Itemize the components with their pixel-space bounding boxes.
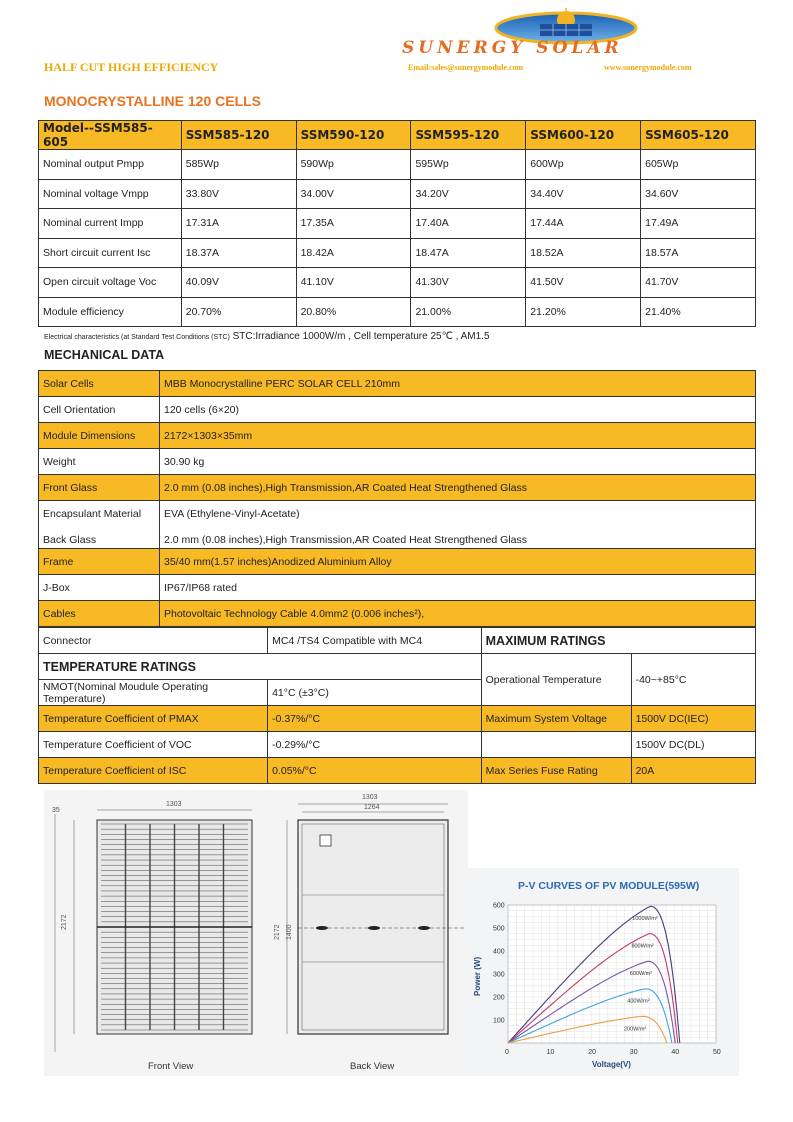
table-row [39,397,756,423]
table-row [39,601,756,627]
dim-thickness-label: 35 [52,807,60,814]
row-label: Temperature Coefficient of VOC [39,732,268,758]
row-label: Module efficiency [39,297,182,327]
table-row [39,423,756,449]
cell-value: 34.60V [641,179,756,209]
y-tick-label: 300 [493,971,505,979]
row-label: Operational Temperature [481,654,631,706]
table-row [39,549,756,575]
table-row [39,654,756,680]
cell-value: 17.49A [641,209,756,239]
cell-value: 21.00% [411,297,526,327]
series-label: 800W/m² [631,943,654,950]
cell-value: 2.0 mm (0.08 inches),High Transmission,AR Coated Heat Strengthened Glass [160,475,756,501]
encapsulant-label-stack [43,504,155,546]
ratings-table [38,627,756,784]
cell-value: 34.20V [411,179,526,209]
encapsulant-value-stack [164,504,751,546]
cell-value: -40~+85°C [631,654,755,706]
cell-value: 585Wp [181,150,296,180]
cell-value: IP67/IP68 rated [160,575,756,601]
front-view-label: Front View [148,1061,194,1072]
header-cell: Model--SSM585-605 [39,121,182,150]
cell-value [160,501,756,549]
y-tick-label: 400 [493,948,505,956]
row-label: Nominal voltage Vmpp [39,179,182,209]
row-label: Nominal output Pmpp [39,150,182,180]
module-drawings-svg [44,790,468,1076]
x-tick-label: 20 [588,1049,596,1056]
cell-value: 0.05%/°C [268,758,482,784]
row-label: Max Series Fuse Rating [481,758,631,784]
cell-value: 35/40 mm(1.57 inches)Anodized Aluminium Alloy [160,549,756,575]
table-row [39,449,756,475]
cell-value: 20A [631,758,755,784]
cell-value: 41.70V [641,268,756,298]
cell-value: 2.0 mm (0.08 inches),High Transmission,AR Coated Heat Strengthened Glass [164,533,528,546]
page-subtitle: MONOCRYSTALLINE 120 CELLS [44,93,262,109]
cell-value: 17.40A [411,209,526,239]
table-row [39,758,756,784]
front-view-drawing [55,810,252,1052]
cell-value: 17.31A [181,209,296,239]
cell-value: 21.20% [526,297,641,327]
dim-back-inner-label: 1264 [364,804,380,811]
cell-value: 18.42A [296,238,411,268]
row-label: Temperature Coefficient of ISC [39,758,268,784]
stc-note [44,331,490,342]
row-label: Connector [39,628,268,654]
table-row [39,268,756,298]
cell-value: 34.40V [526,179,641,209]
cell-value: 18.52A [526,238,641,268]
row-label: Temperature Coefficient of PMAX [39,706,268,732]
cell-value: 590Wp [296,150,411,180]
x-axis-label: Voltage(V) [592,1060,631,1069]
table-row [39,179,756,209]
dim-height-label: 2172 [61,914,68,930]
header-cell: SSM600-120 [526,121,641,150]
cell-value: 41.50V [526,268,641,298]
dim-back-height-label: 2172 [274,924,281,940]
chart-title: P-V CURVES OF PV MODULE(595W) [518,880,700,892]
brand-name: SUNERGY SOLAR [402,38,623,58]
y-tick-label: 100 [493,1017,505,1025]
back-view-label: Back View [350,1061,395,1072]
cell-value: 34.00V [296,179,411,209]
table-row [39,628,756,654]
row-label: Back Glass [43,533,97,546]
y-axis-label: Power (W) [473,956,482,996]
cell-value: 595Wp [411,150,526,180]
website-link[interactable]: www.sunergymodule.com [604,63,692,72]
cell-value: 120 cells (6×20) [160,397,756,423]
row-label [481,732,631,758]
stc-note-large: STC:Irradiance 1000W/m , Cell temperature 25℃ , AM1.5 [232,331,490,342]
cell-value: 21.40% [641,297,756,327]
row-label: Nominal current Impp [39,209,182,239]
table-row [39,732,756,758]
cell-value: 605Wp [641,150,756,180]
row-label: J-Box [39,575,160,601]
cell-value: 2172×1303×35mm [160,423,756,449]
cell-value: MBB Monocrystalline PERC SOLAR CELL 210mm [160,371,756,397]
cell-value: MC4 /TS4 Compatible with MC4 [268,628,482,654]
electrical-table [38,120,756,327]
y-tick-label: 500 [493,925,505,933]
cell-value: 41.10V [296,268,411,298]
row-label: Short circuit current Isc [39,238,182,268]
row-label: Frame [39,549,160,575]
header-cell: SSM590-120 [296,121,411,150]
row-label: Open circuit voltage Voc [39,268,182,298]
table-row [39,575,756,601]
row-label: Maximum System Voltage [481,706,631,732]
cell-value: 1500V DC(DL) [631,732,755,758]
cell-value: 20.80% [296,297,411,327]
x-tick-label: 10 [546,1049,555,1056]
header-cell: SSM605-120 [641,121,756,150]
x-tick-label: 40 [671,1049,680,1056]
table-row [39,475,756,501]
series-label: 600W/m² [629,971,653,978]
header-cell: SSM595-120 [411,121,526,150]
row-label: Cell Orientation [39,397,160,423]
row-label: Front Glass [39,475,160,501]
row-label: Weight [39,449,160,475]
cell-value: 18.57A [641,238,756,268]
electrical-header-row [39,121,756,150]
table-row [39,297,756,327]
table-row [39,238,756,268]
cell-value: Photovoltaic Technology Cable 4.0mm2 (0.006 inches²), [160,601,756,627]
table-row [39,209,756,239]
x-tick-label: 0 [505,1049,509,1056]
stc-note-small: Electrical characteristics (at Standard Test Conditions (STC) [44,334,230,341]
row-label [39,501,160,549]
series-label: 400W/m² [627,998,650,1005]
table-row [39,501,756,549]
cell-value: EVA (Ethylene-Vinyl-Acetate) [164,507,300,520]
dim-back-width-label: 1303 [362,794,378,801]
cell-value: -0.29%/°C [268,732,482,758]
cell-value: 30.90 kg [160,449,756,475]
header-cell: SSM585-120 [181,121,296,150]
mechanical-table [38,370,756,627]
cell-value: 18.37A [181,238,296,268]
module-drawings [44,790,468,1076]
cell-value: 1500V DC(IEC) [631,706,755,732]
y-tick-label: 600 [493,902,505,910]
row-label: NMOT(Nominal Moudule Operating Temperature) [39,680,268,706]
series-label: 200W/m² [623,1026,647,1033]
row-label: Module Dimensions [39,423,160,449]
x-tick-label: 50 [713,1049,721,1056]
cell-value: 33.80V [181,179,296,209]
table-row [39,371,756,397]
cell-value: 600Wp [526,150,641,180]
cell-value: 17.35A [296,209,411,239]
temperature-ratings-title: TEMPERATURE RATINGS [39,654,482,680]
email-link[interactable]: Email:sales@sunergymodule.com [408,63,524,72]
series-label: 1000W/m² [632,916,658,923]
dim-back-mid-label: 1400 [286,924,293,940]
row-label: Solar Cells [39,371,160,397]
back-view-drawing [287,804,464,1034]
pv-curve-chart [468,868,739,1076]
row-label: Cables [39,601,160,627]
pv-curve-panel [468,868,739,1076]
cell-value: 18.47A [411,238,526,268]
x-tick-label: 30 [629,1049,638,1056]
dim-width-label: 1303 [166,801,182,808]
y-tick-label: 200 [493,994,505,1002]
tagline: HALF CUT HIGH EFFICIENCY [44,60,219,74]
table-row [39,706,756,732]
cell-value: 20.70% [181,297,296,327]
cell-value: -0.37%/°C [268,706,482,732]
cell-value: 17.44A [526,209,641,239]
table-row [39,150,756,180]
maximum-ratings-title: MAXIMUM RATINGS [481,628,755,654]
cell-value: 41.30V [411,268,526,298]
mechanical-title: MECHANICAL DATA [44,348,165,362]
cell-value: 40.09V [181,268,296,298]
cell-value: 41°C (±3°C) [268,680,482,706]
row-label: Encapsulant Material [43,507,142,520]
